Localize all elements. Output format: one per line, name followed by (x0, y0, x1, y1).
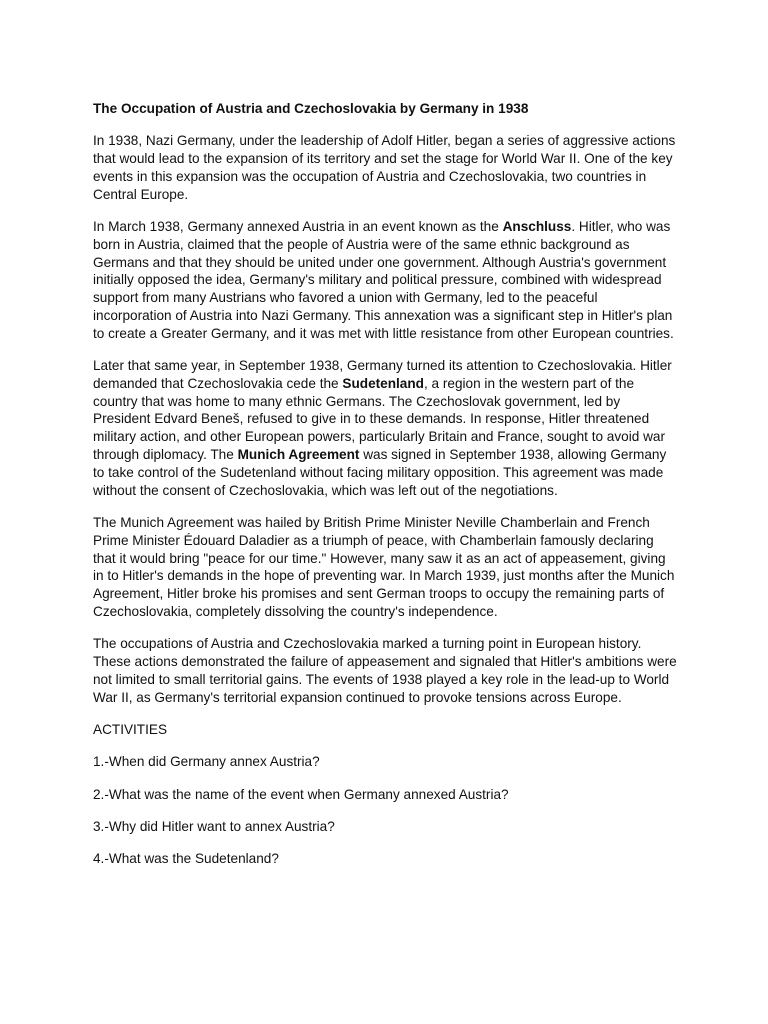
activity-question-4: 4.-What was the Sudetenland? (93, 851, 279, 867)
document-title: The Occupation of Austria and Czechoslovakia by Germany in 1938 (93, 101, 529, 116)
activity-question-1: 1.-When did Germany annex Austria? (93, 754, 320, 770)
activities-heading: ACTIVITIES (93, 721, 168, 737)
paragraph-text: The occupations of Austria and Czechoslovakia marked a turning point in European history. These actions demonstrated the failure of appeasement and signaled that Hitler's ambitions were not limited to small territorial gains. The events of 1938 played a key role in the lead-up to World War II, as Germany's territorial expansion continued to provoke tensions across Europe. (93, 636, 677, 705)
activity-question-2: 2.-What was the name of the event when Germany annexed Austria? (93, 786, 509, 802)
paragraph-text: In 1938, Nazi Germany, under the leadership of Adolf Hitler, began a series of aggressive actions that would lead to the expansion of its territory and set the stage for World War II. One of the key events in this expansion was the occupation of Austria and Czechoslovakia, two countries in Central Europe. (93, 133, 676, 202)
paragraph-intro (93, 132, 678, 203)
paragraph-text: . Hitler, who was born in Austria, claimed that the people of Austria were of the same ethnic background as Germans and that they should be united under one government. Although Austria's government initially opposed the idea, Germany's military and political pressure, combined with widespread support from many Austrians who favored a union with Germany, led to the peaceful incorporation of Austria into Nazi Germany. This annexation was a significant step in Hitler's plan to create a Greater Germany, and it was met with little resistance from other European countries. (93, 218, 674, 341)
paragraph-czechoslovakia (93, 357, 678, 499)
activity-question-3: 3.-Why did Hitler want to annex Austria? (93, 818, 335, 834)
paragraph-text: In March 1938, Germany annexed Austria in an event known as the (93, 218, 503, 234)
paragraph-text: Later that same year, in September 1938, Germany turned its attention to Czechoslovakia. Hitler demanded that Czechoslovakia cede the (93, 358, 672, 391)
paragraph-conclusion (93, 635, 678, 706)
paragraph-text: The Munich Agreement was hailed by British Prime Minister Neville Chamberlain and French Prime Minister Édouard Daladier as a triumph of peace, with Chamberlain famously declaring that it would bring "peace for our time." However, many saw it as an act of appeasement, giving in to Hitler's demands in the hope of preventing war. In March 1939, just months after the Munich Agreement, Hitler broke his promises and sent German troops to occupy the remaining parts of Czechoslovakia, completely dissolving the country's independence. (93, 514, 675, 619)
document-page (93, 100, 678, 882)
bold-term-sudetenland: Sudetenland (342, 375, 424, 391)
paragraph-anschluss (93, 218, 678, 343)
paragraph-text: , a region in the western part of the country that was home to many ethnic Germans. The Czechoslovak government, led by President Edvard Beneš, refused to give in to these demands. In response, Hitler threatened military action, and other European powers, particularly Britain and France, sought to avoid war through diplomacy. The (93, 375, 665, 463)
bold-term-munich-agreement: Munich Agreement (237, 447, 360, 463)
bold-term-anschluss: Anschluss (502, 218, 572, 234)
paragraph-munich (93, 514, 678, 621)
paragraph-text: was signed in September 1938, allowing Germany to take control of the Sudetenland without facing military opposition. This agreement was made without the consent of Czechoslovakia, which was left out of the negotiations. (93, 447, 667, 498)
